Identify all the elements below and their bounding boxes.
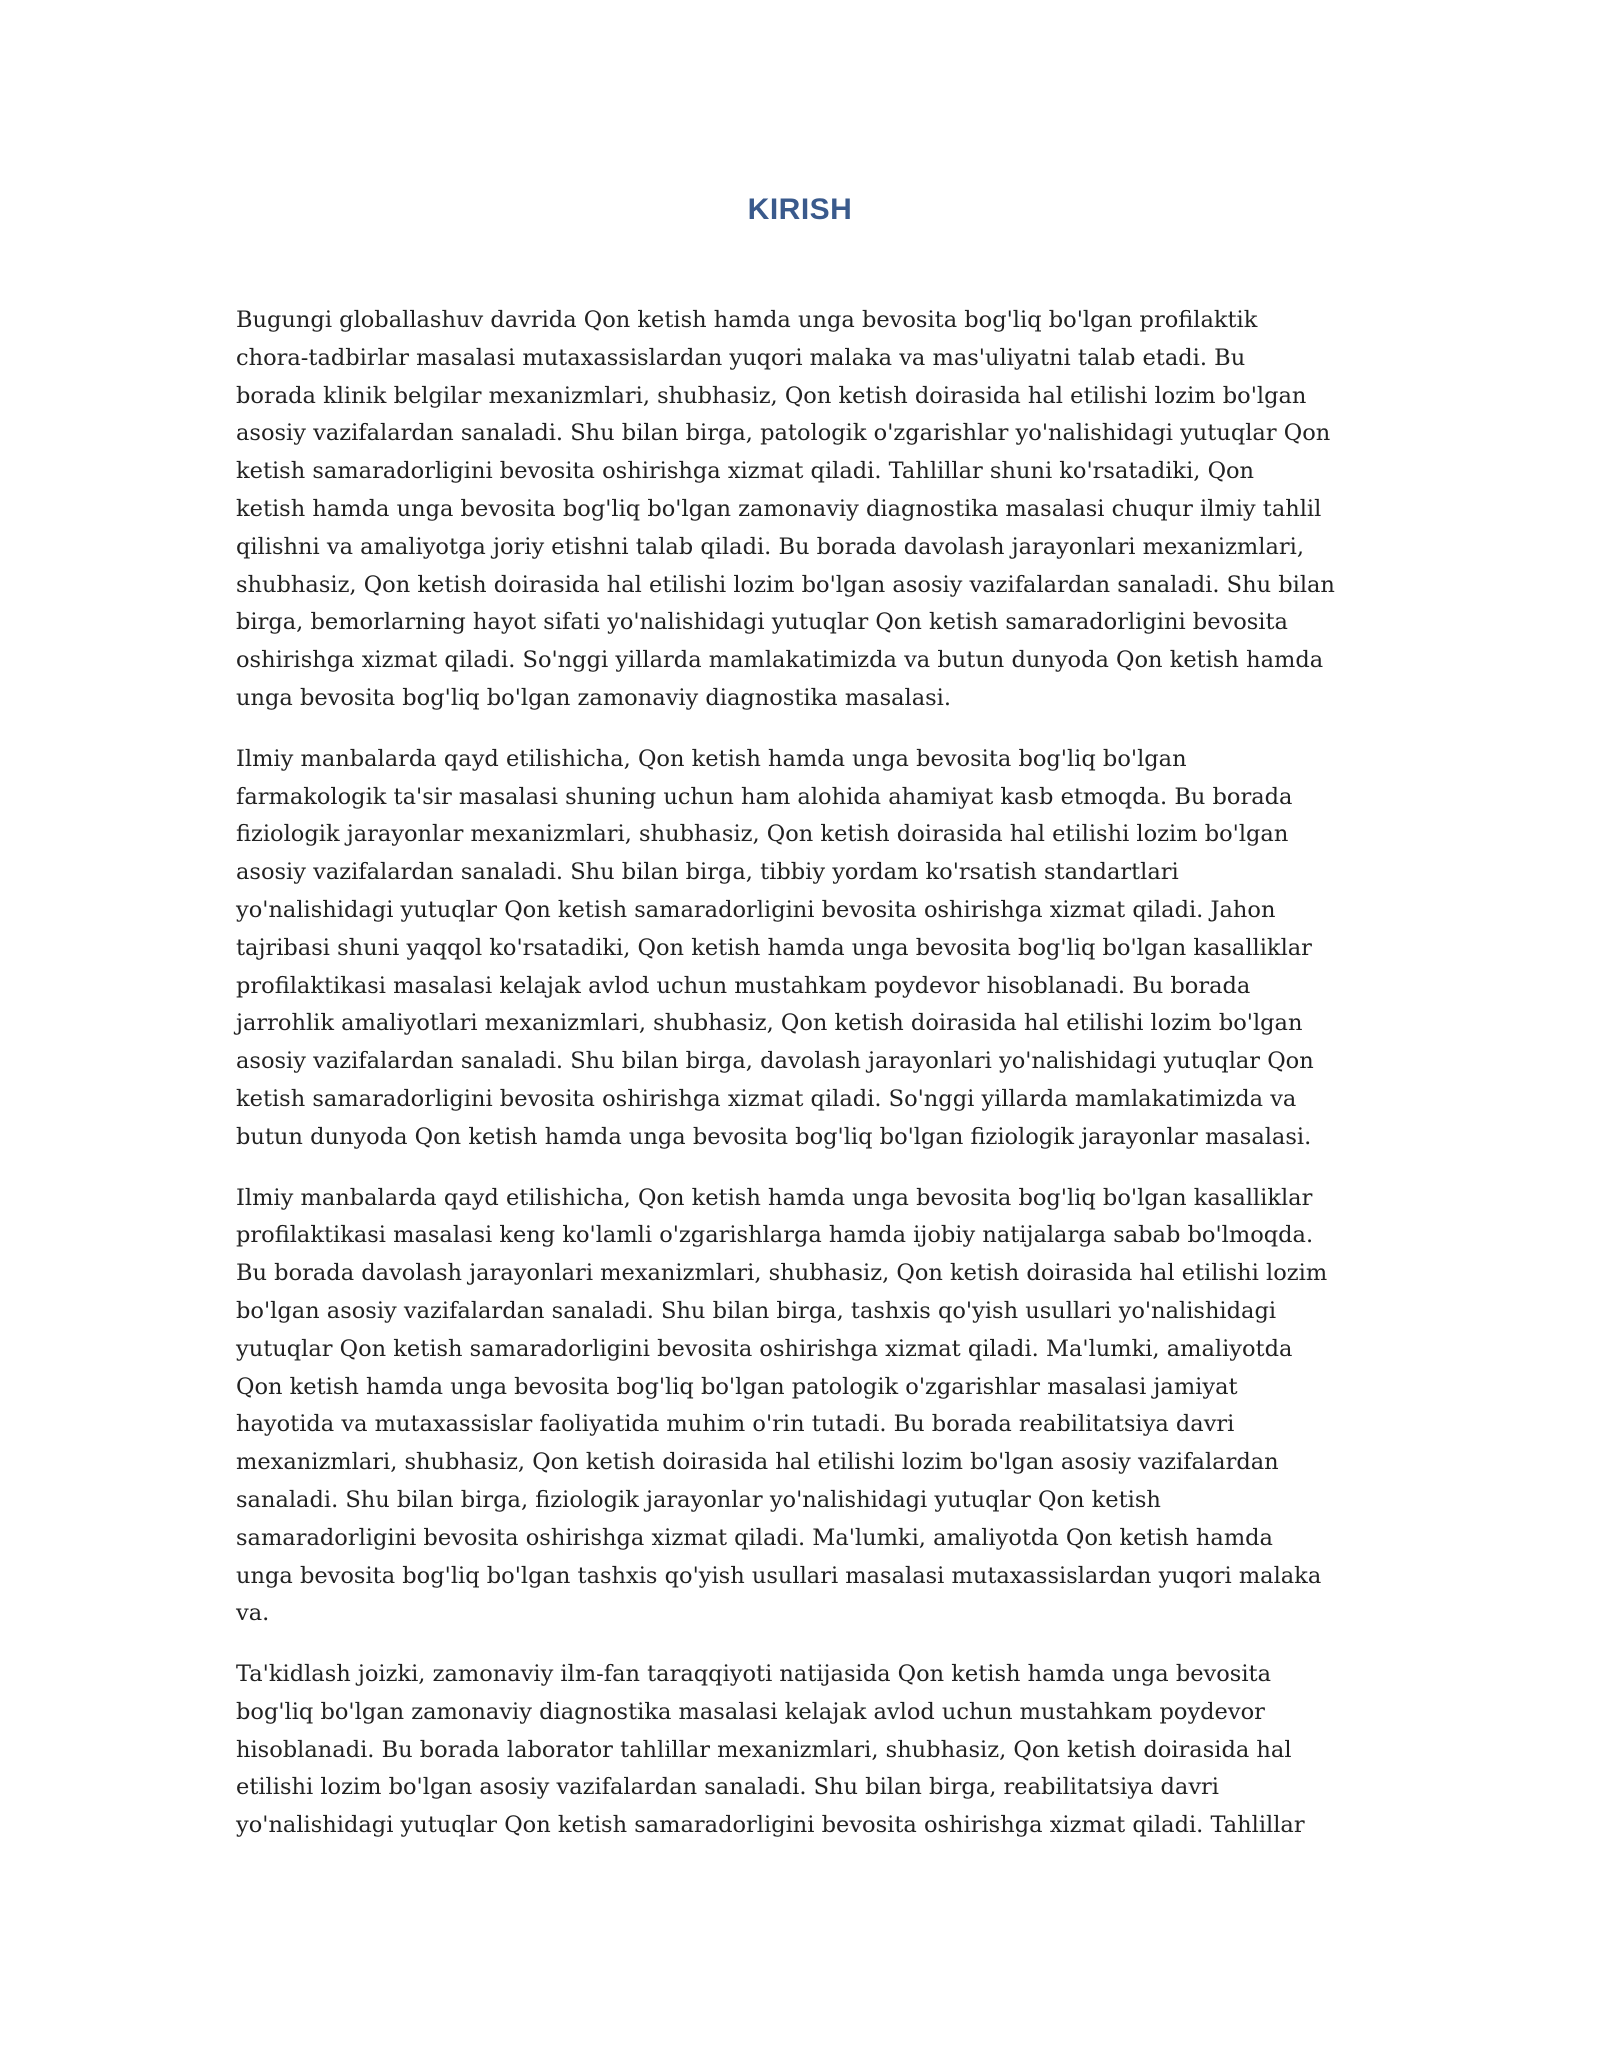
paragraph-line: ketish samaradorligini bevosita oshirishga xizmat qiladi. So'nggi yillarda mamlakatimizda va — [236, 1085, 1297, 1112]
paragraph-line: unga bevosita bog'liq bo'lgan zamonaviy diagnostika masalasi. — [236, 684, 952, 711]
paragraph-1 — [236, 302, 1368, 718]
paragraph-line: Bu borada davolash jarayonlari mexanizmlari, shubhasiz, Qon ketish doirasida hal etilishi lozim — [236, 1260, 1328, 1287]
paragraph-line: mexanizmlari, shubhasiz, Qon ketish doirasida hal etilishi lozim bo'lgan asosiy vazifalardan — [236, 1449, 1279, 1476]
paragraph-line: qilishni va amaliyotga joriy etishni talab qiladi. Bu borada davolash jarayonlari mexanizmlari, — [236, 533, 1304, 560]
paragraph-line: unga bevosita bog'liq bo'lgan tashxis qo'yish usullari masalasi mutaxassislardan yuqori malaka — [236, 1562, 1322, 1589]
paragraph-line: ketish hamda unga bevosita bog'liq bo'lgan zamonaviy diagnostika masalasi chuqur ilmiy tahlil — [236, 495, 1322, 522]
paragraph-line: profilaktikasi masalasi keng ko'lamli o'zgarishlarga hamda ijobiy natijalarga sabab bo'lmoqda. — [236, 1222, 1314, 1249]
paragraph-line: shubhasiz, Qon ketish doirasida hal etilishi lozim bo'lgan asosiy vazifalardan sanaladi. Shu bilan — [236, 571, 1335, 598]
paragraph-line: farmakologik ta'sir masalasi shuning uchun ham alohida ahamiyat kasb etmoqda. Bu borada — [236, 783, 1293, 810]
page-title: KIRISH — [747, 193, 853, 226]
document-body — [236, 302, 1368, 1868]
paragraph-line: Qon ketish hamda unga bevosita bog'liq bo'lgan patologik o'zgarishlar masalasi jamiyat — [236, 1373, 1238, 1400]
paragraph-line: hayotida va mutaxassislar faoliyatida muhim o'rin tutadi. Bu borada reabilitatsiya davri — [236, 1411, 1235, 1438]
paragraph-line: ketish samaradorligini bevosita oshirishga xizmat qiladi. Tahlillar shuni ko'rsatadiki, Qon — [236, 458, 1255, 485]
paragraph-line: Ilmiy manbalarda qayd etilishicha, Qon ketish hamda unga bevosita bog'liq bo'lgan kasalliklar — [236, 1184, 1313, 1211]
paragraph-line: asosiy vazifalardan sanaladi. Shu bilan birga, patologik o'zgarishlar yo'nalishidagi yutuqlar Qon — [236, 420, 1331, 447]
paragraph-4 — [236, 1656, 1368, 1845]
paragraph-line: oshirishga xizmat qiladi. So'nggi yillarda mamlakatimizda va butun dunyoda Qon ketish hamda — [236, 647, 1324, 674]
paragraph-line: samaradorligini bevosita oshirishga xizmat qiladi. Ma'lumki, amaliyotda Qon ketish hamda — [236, 1524, 1273, 1551]
paragraph-line: borada klinik belgilar mexanizmlari, shubhasiz, Qon ketish doirasida hal etilishi lozim bo'lgan — [236, 382, 1307, 409]
paragraph-line: birga, bemorlarning hayot sifati yo'nalishidagi yutuqlar Qon ketish samaradorligini bevosita — [236, 609, 1288, 636]
paragraph-line: profilaktikasi masalasi kelajak avlod uchun mustahkam poydevor hisoblanadi. Bu borada — [236, 972, 1251, 999]
paragraph-line: hisoblanadi. Bu borada laborator tahlillar mexanizmlari, shubhasiz, Qon ketish doirasida hal — [236, 1736, 1292, 1763]
paragraph-line: va. — [236, 1600, 270, 1627]
paragraph-line: jarrohlik amaliyotlari mexanizmlari, shubhasiz, Qon ketish doirasida hal etilishi lozim bo'lgan — [236, 1010, 1303, 1037]
paragraph-line: yo'nalishidagi yutuqlar Qon ketish samaradorligini bevosita oshirishga xizmat qiladi. Tahlillar — [236, 1812, 1305, 1839]
paragraph-line: tajribasi shuni yaqqol ko'rsatadiki, Qon ketish hamda unga bevosita bog'liq bo'lgan kasalliklar — [236, 934, 1312, 961]
paragraph-2 — [236, 741, 1368, 1157]
paragraph-line: Ta'kidlash joizki, zamonaviy ilm-fan taraqqiyoti natijasida Qon ketish hamda unga bevosita — [236, 1661, 1272, 1688]
paragraph-line: yutuqlar Qon ketish samaradorligini bevosita oshirishga xizmat qiladi. Ma'lumki, amaliyotda — [236, 1335, 1293, 1362]
paragraph-3 — [236, 1180, 1368, 1634]
paragraph-line: chora-tadbirlar masalasi mutaxassislardan yuqori malaka va mas'uliyatni talab etadi. Bu — [236, 344, 1246, 371]
paragraph-line: asosiy vazifalardan sanaladi. Shu bilan birga, davolash jarayonlari yo'nalishidagi yutuqlar Qon — [236, 1048, 1314, 1075]
paragraph-line: butun dunyoda Qon ketish hamda unga bevosita bog'liq bo'lgan fiziologik jarayonlar masalasi. — [236, 1123, 1312, 1150]
paragraph-line: etilishi lozim bo'lgan asosiy vazifalardan sanaladi. Shu bilan birga, reabilitatsiya davri — [236, 1774, 1219, 1801]
paragraph-line: fiziologik jarayonlar mexanizmlari, shubhasiz, Qon ketish doirasida hal etilishi lozim bo'lgan — [236, 821, 1289, 848]
paragraph-line: sanaladi. Shu bilan birga, fiziologik jarayonlar yo'nalishidagi yutuqlar Qon ketish — [236, 1486, 1161, 1513]
paragraph-line: yo'nalishidagi yutuqlar Qon ketish samaradorligini bevosita oshirishga xizmat qiladi. Jahon — [236, 896, 1276, 923]
paragraph-line: bo'lgan asosiy vazifalardan sanaladi. Shu bilan birga, tashxis qo'yish usullari yo'nalishidagi — [236, 1297, 1277, 1324]
paragraph-line: bog'liq bo'lgan zamonaviy diagnostika masalasi kelajak avlod uchun mustahkam poydevor — [236, 1698, 1265, 1725]
paragraph-line: Bugungi globallashuv davrida Qon ketish hamda unga bevosita bog'liq bo'lgan profilaktik — [236, 307, 1258, 333]
paragraph-line: Ilmiy manbalarda qayd etilishicha, Qon ketish hamda unga bevosita bog'liq bo'lgan — [236, 745, 1187, 772]
paragraph-line: asosiy vazifalardan sanaladi. Shu bilan birga, tibbiy yordam ko'rsatish standartlari — [236, 859, 1179, 886]
